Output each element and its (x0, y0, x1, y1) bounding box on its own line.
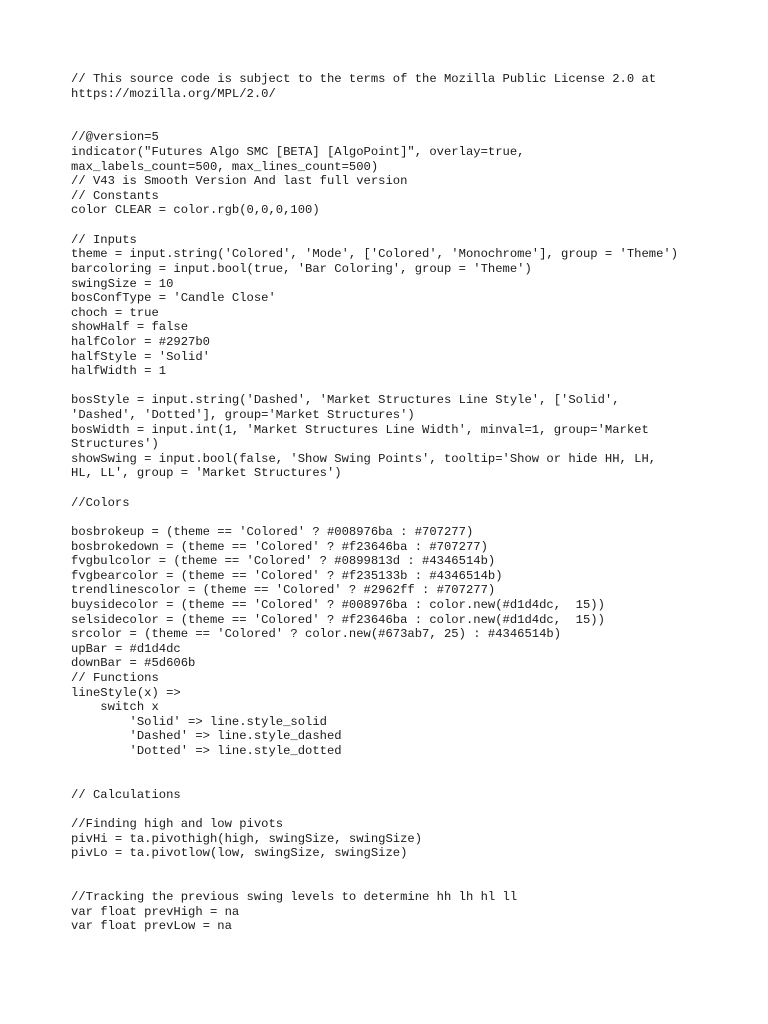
code-line (71, 116, 731, 131)
code-line: max_labels_count=500, max_lines_count=500) (71, 159, 379, 174)
code-line: halfStyle = 'Solid' (71, 349, 210, 364)
code-line (71, 861, 731, 876)
code-line: var float prevHigh = na (71, 904, 240, 919)
code-line (71, 218, 731, 233)
code-line: switch x (71, 700, 159, 715)
code-line: 'Dashed' => line.style_dashed (71, 729, 342, 744)
code-line: swingSize = 10 (71, 276, 174, 291)
code-line (71, 379, 731, 394)
code-line: lineStyle(x) => (71, 685, 181, 700)
code-line: https://mozilla.org/MPL/2.0/ (71, 86, 276, 101)
code-line: //Finding high and low pivots (71, 817, 284, 832)
code-line: downBar = #5d606b (71, 656, 196, 671)
code-line: //@version=5 (71, 130, 159, 145)
code-line: upBar = #d1d4dc (71, 641, 181, 656)
code-line: bosbrokedown = (theme == 'Colored' ? #f23646ba : #707277) (71, 539, 488, 554)
code-line: indicator("Futures Algo SMC [BETA] [AlgoPoint]", overlay=true, (71, 145, 525, 160)
code-line (71, 876, 731, 891)
code-line (71, 101, 731, 116)
code-line: bosStyle = input.string('Dashed', 'Market Structures Line Style', ['Solid', (71, 393, 620, 408)
code-line (71, 510, 731, 525)
code-line: HL, LL', group = 'Market Structures') (71, 466, 342, 481)
code-line: bosWidth = input.int(1, 'Market Structures Line Width', minval=1, group='Market (71, 422, 649, 437)
code-line: pivHi = ta.pivothigh(high, swingSize, swingSize) (71, 831, 423, 846)
code-line: pivLo = ta.pivotlow(low, swingSize, swingSize) (71, 846, 408, 861)
code-line: barcoloring = input.bool(true, 'Bar Coloring', group = 'Theme') (71, 261, 532, 276)
code-line: 'Dotted' => line.style_dotted (71, 744, 342, 759)
code-line (71, 759, 731, 774)
code-line: //Colors (71, 495, 130, 510)
code-line (71, 802, 731, 817)
code-line: trendlinescolor = (theme == 'Colored' ? #2962ff : #707277) (71, 583, 496, 598)
code-line: var float prevLow = na (71, 919, 232, 934)
code-line: // Calculations (71, 787, 181, 802)
code-line: // Functions (71, 670, 159, 685)
code-line: showSwing = input.bool(false, 'Show Swing Points', tooltip='Show or hide HH, LH, (71, 451, 657, 466)
code-line: showHalf = false (71, 320, 189, 335)
code-line: selsidecolor = (theme == 'Colored' ? #f23646ba : color.new(#d1d4dc, 15)) (71, 612, 605, 627)
code-line: buysidecolor = (theme == 'Colored' ? #008976ba : color.new(#d1d4dc, 15)) (71, 597, 605, 612)
code-line: halfColor = #2927b0 (71, 334, 210, 349)
code-line (71, 481, 731, 496)
code-line: fvgbulcolor = (theme == 'Colored' ? #0899813d : #4346514b) (71, 554, 496, 569)
code-line: // This source code is subject to the terms of the Mozilla Public License 2.0 at (71, 72, 657, 86)
source-code-block (71, 72, 731, 934)
code-line: halfWidth = 1 (71, 364, 167, 379)
code-line: bosbrokeup = (theme == 'Colored' ? #008976ba : #707277) (71, 524, 474, 539)
code-line: // V43 is Smooth Version And last full version (71, 174, 408, 189)
code-line: Structures') (71, 437, 159, 452)
code-line: //Tracking the previous swing levels to determine hh lh hl ll (71, 890, 518, 905)
code-line: // Inputs (71, 232, 137, 247)
code-line: 'Solid' => line.style_solid (71, 714, 327, 729)
code-line: bosConfType = 'Candle Close' (71, 291, 276, 306)
code-line: // Constants (71, 188, 159, 203)
code-line: theme = input.string('Colored', 'Mode', ['Colored', 'Monochrome'], group = 'Theme') (71, 247, 679, 262)
code-line: color CLEAR = color.rgb(0,0,0,100) (71, 203, 320, 218)
code-line: 'Dashed', 'Dotted'], group='Market Structures') (71, 408, 415, 423)
code-line (71, 773, 731, 788)
code-line: choch = true (71, 305, 159, 320)
code-line: fvgbearcolor = (theme == 'Colored' ? #f235133b : #4346514b) (71, 568, 503, 583)
code-line: srcolor = (theme == 'Colored' ? color.new(#673ab7, 25) : #4346514b) (71, 627, 562, 642)
